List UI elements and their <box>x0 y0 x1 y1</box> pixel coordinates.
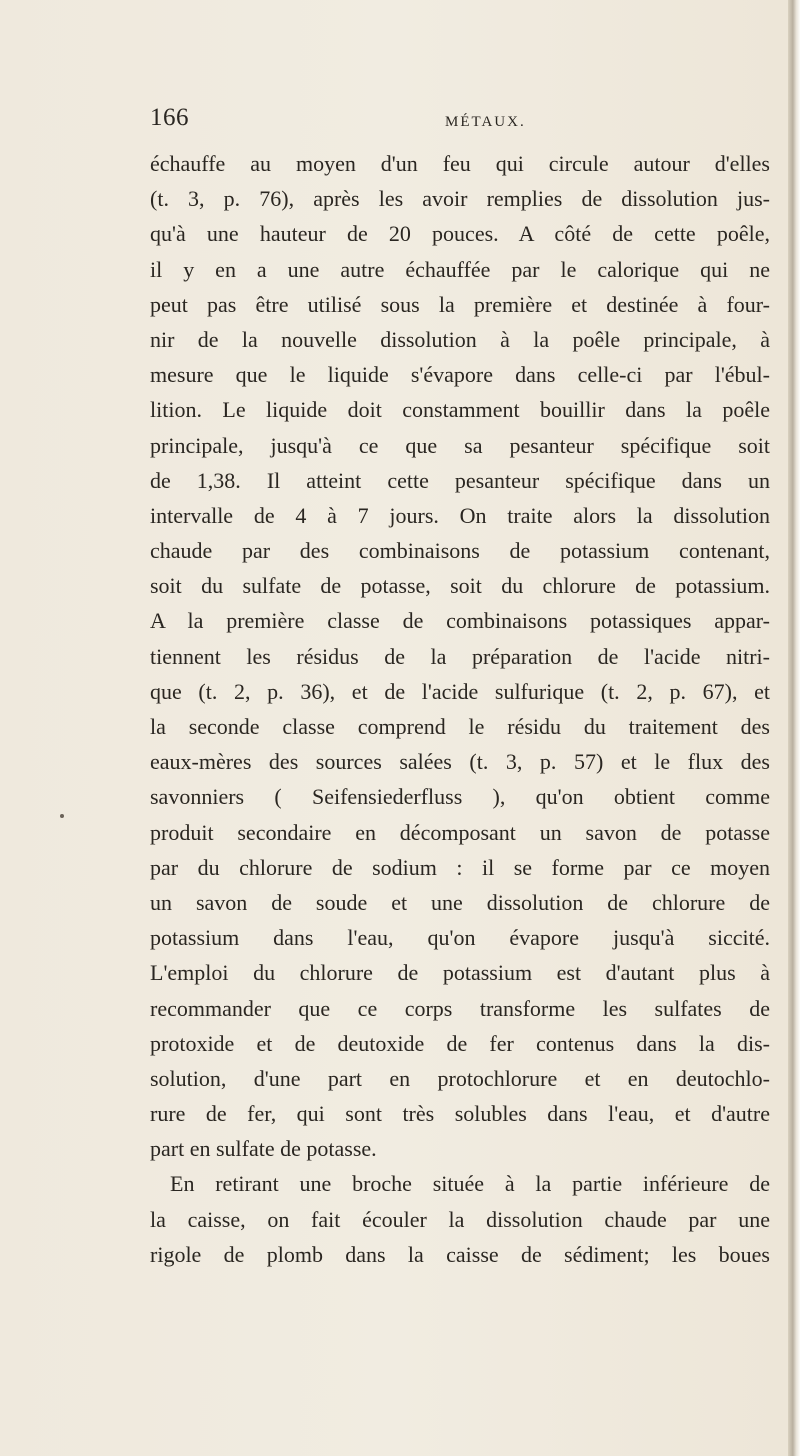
text-line: En retirant une broche située à la partie inférieure de <box>170 1171 770 1197</box>
text-line: que (t. 2, p. 36), et de l'acide sulfurique (t. 2, p. 67), et <box>150 678 770 704</box>
text-line: L'emploi du chlorure de potassium est d'autant plus à <box>150 960 770 986</box>
text-line: principale, jusqu'à ce que sa pesanteur spécifique soit <box>150 432 770 458</box>
text-line: potassium dans l'eau, qu'on évapore jusqu'à siccité. <box>150 925 770 951</box>
text-line: soit du sulfate de potasse, soit du chlorure de potassium. <box>150 573 770 599</box>
text-line: tiennent les résidus de la préparation de l'acide nitri- <box>150 643 770 669</box>
page-edge <box>788 0 800 1456</box>
text-line: mesure que le liquide s'évapore dans celle-ci par l'ébul- <box>150 362 770 388</box>
text-line: de 1,38. Il atteint cette pesanteur spécifique dans un <box>150 467 770 493</box>
text-line: solution, d'une part en protochlorure et en deutochlo- <box>150 1065 770 1091</box>
text-line: eaux-mères des sources salées (t. 3, p. 57) et le flux des <box>150 749 770 775</box>
text-line: peut pas être utilisé sous la première et destinée à four- <box>150 291 770 317</box>
text-line: savonniers ( Seifensiederfluss ), qu'on obtient comme <box>150 784 770 810</box>
text-line: protoxide et de deutoxide de fer contenus dans la dis- <box>150 1030 770 1056</box>
ink-speck <box>60 814 64 818</box>
text-line: par du chlorure de sodium : il se forme par ce moyen <box>150 854 770 880</box>
text-line: part en sulfate de potasse. <box>150 1136 377 1162</box>
running-head: MÉTAUX. <box>445 114 526 130</box>
text-line: qu'à une hauteur de 20 pouces. A côté de cette poêle, <box>150 221 770 247</box>
text-line: (t. 3, p. 76), après les avoir remplies de dissolution jus- <box>150 186 770 212</box>
page-header <box>0 104 790 144</box>
text-line: échauffe au moyen d'un feu qui circule autour d'elles <box>150 151 770 176</box>
text-line: rigole de plomb dans la caisse de sédiment; les boues <box>150 1241 770 1267</box>
text-line: la seconde classe comprend le résidu du traitement des <box>150 714 770 739</box>
text-line: un savon de soude et une dissolution de chlorure de <box>150 889 770 915</box>
text-line: la caisse, on fait écouler la dissolution chaude par une <box>150 1206 770 1232</box>
text-line: produit secondaire en décomposant un savon de potasse <box>150 819 770 845</box>
text-line: chaude par des combinaisons de potassium contenant, <box>150 538 770 564</box>
text-line: intervalle de 4 à 7 jours. On traite alors la dissolution <box>150 502 770 528</box>
text-line: A la première classe de combinaisons potassiques appar- <box>150 608 770 634</box>
text-line: rure de fer, qui sont très solubles dans l'eau, et d'autre <box>150 1101 770 1127</box>
text-line: lition. Le liquide doit constamment bouillir dans la poêle <box>150 397 770 423</box>
text-line: il y en a une autre échauffée par le calorique qui ne <box>150 256 770 282</box>
text-line: nir de la nouvelle dissolution à la poêle principale, à <box>150 326 770 352</box>
body-text <box>150 146 770 1272</box>
page-number: 166 <box>150 104 189 131</box>
text-line: recommander que ce corps transforme les sulfates de <box>150 995 770 1021</box>
